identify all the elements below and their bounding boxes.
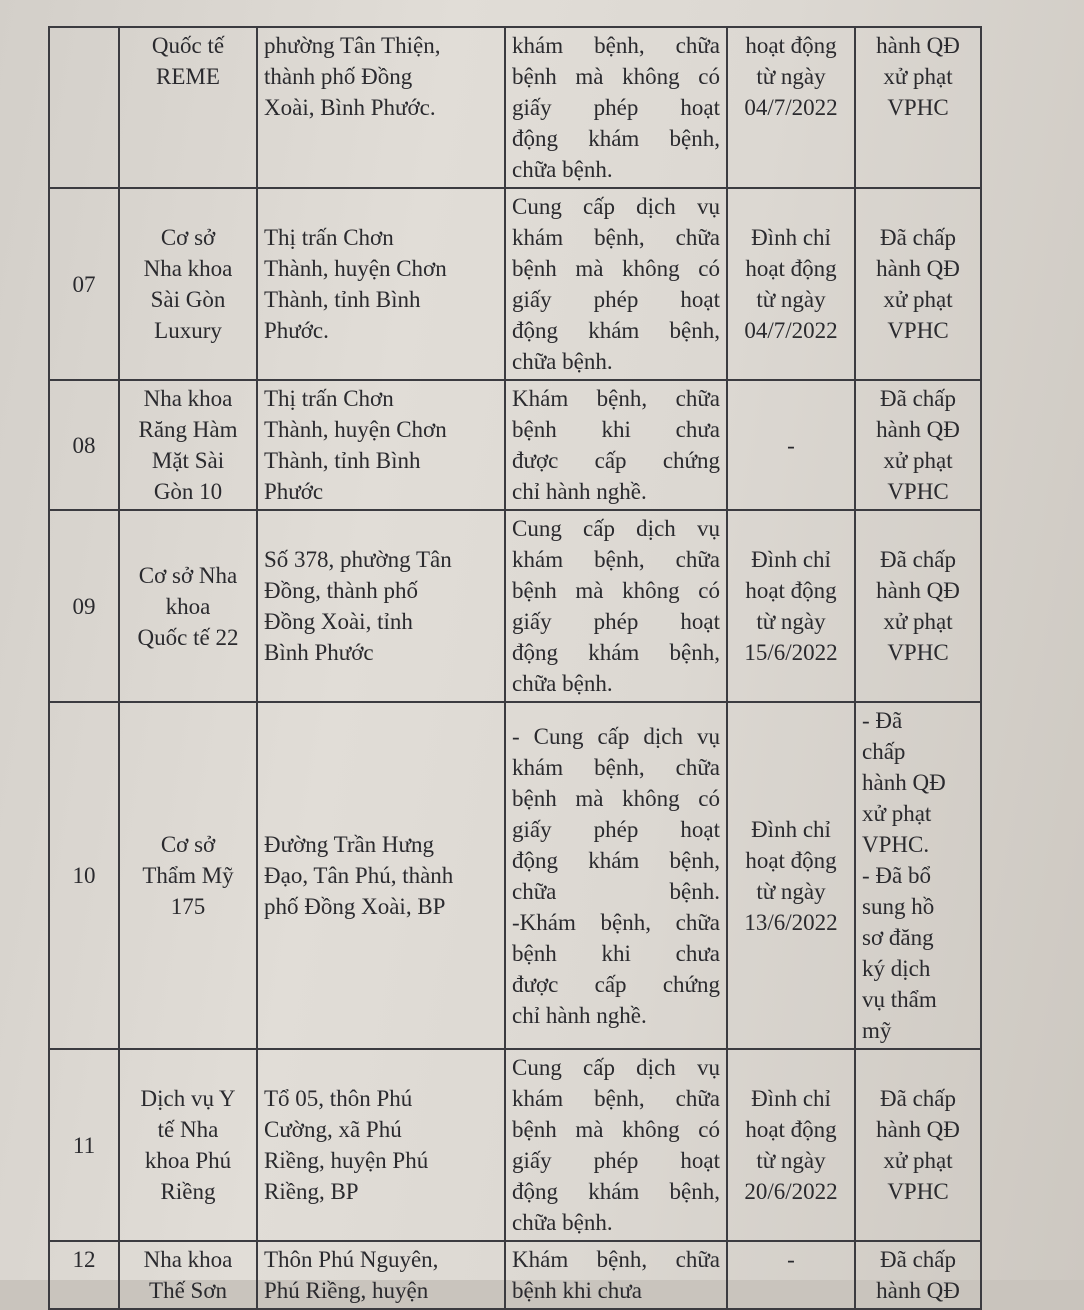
suspension-cell bbox=[727, 1241, 855, 1309]
cell-text-line: Xoài, Bình Phước. bbox=[264, 95, 436, 120]
cell-text-line: chỉ hành nghề. bbox=[512, 479, 647, 504]
cell-text-line: Đình chỉ bbox=[751, 547, 831, 572]
result-cell bbox=[855, 1049, 981, 1241]
cell-text-line: Đồng, thành phố bbox=[264, 578, 418, 603]
cell-text-line: Bình Phước bbox=[264, 640, 374, 665]
cell-text-line: VPHC bbox=[887, 640, 949, 665]
cell-text-line: - Đã bổ bbox=[862, 863, 931, 888]
table-row bbox=[49, 1241, 981, 1309]
cell-text-line: hành QĐ bbox=[876, 1278, 960, 1303]
cell-text-line: khám bệnh, chữa bbox=[512, 33, 720, 58]
cell-text-line: sung hồ bbox=[862, 894, 935, 919]
cell-text-line: - Đã bbox=[862, 708, 903, 733]
cell-text-line: Phước. bbox=[264, 318, 329, 343]
address-cell bbox=[257, 188, 505, 380]
cell-text-line: Thị trấn Chơn bbox=[264, 225, 394, 250]
cell-text-line: Riềng bbox=[160, 1179, 216, 1204]
facility-name-cell bbox=[119, 188, 257, 380]
cell-text-line: xử phạt bbox=[883, 609, 953, 634]
cell-text-line: Riềng, huyện Phú bbox=[264, 1148, 429, 1173]
cell-text-line: VPHC. bbox=[862, 832, 930, 857]
table-row bbox=[49, 1049, 981, 1241]
cell-text-line: Nha khoa bbox=[143, 1247, 233, 1272]
facility-name-cell bbox=[119, 1241, 257, 1309]
cell-text-line: VPHC bbox=[887, 318, 949, 343]
cell-text-line: xử phạt bbox=[883, 64, 953, 89]
cell-text-line: xử phạt bbox=[883, 287, 953, 312]
cell-text-line: - bbox=[787, 432, 795, 458]
cell-text-line: khám bệnh, chữa bbox=[512, 547, 720, 572]
facility-name-cell bbox=[119, 27, 257, 188]
row-number-cell bbox=[49, 702, 119, 1049]
result-cell bbox=[855, 380, 981, 510]
cell-text-line: bệnh khi chưa bbox=[512, 1278, 642, 1303]
cell-text-line: 13/6/2022 bbox=[744, 909, 838, 935]
cell-text-line: - bbox=[787, 1247, 795, 1272]
violation-cell bbox=[505, 380, 727, 510]
suspension-cell bbox=[727, 510, 855, 702]
cell-text-line: động khám bệnh, bbox=[512, 318, 720, 343]
cell-text-line: Cơ sở Nha bbox=[138, 562, 238, 588]
cell-text-line: hoạt động bbox=[745, 33, 837, 58]
cell-text-line: VPHC bbox=[887, 479, 949, 504]
cell-text-line: Thành, huyện Chơn bbox=[264, 417, 447, 442]
cell-text-line: khoa bbox=[165, 593, 211, 619]
cell-text-line: bệnh mà không có bbox=[512, 1117, 720, 1142]
cell-text-line: bệnh khi chưa bbox=[512, 417, 720, 442]
violation-cell bbox=[505, 188, 727, 380]
cell-text-line: Thị trấn Chơn bbox=[264, 386, 394, 411]
cell-text-line: Dịch vụ Y bbox=[140, 1086, 236, 1111]
cell-text-line: Cường, xã Phú bbox=[264, 1117, 402, 1142]
cell-text-line: hoạt động bbox=[745, 578, 837, 603]
cell-text-line: hoạt động bbox=[745, 1117, 837, 1142]
cell-text-line: giấy phép hoạt bbox=[512, 287, 720, 312]
cell-text-line: hoạt động bbox=[745, 256, 837, 281]
table-row bbox=[49, 510, 981, 702]
cell-text-line: Đã chấp bbox=[880, 547, 956, 572]
address-cell bbox=[257, 380, 505, 510]
cell-text-line: giấy phép hoạt bbox=[512, 816, 720, 842]
cell-text-line: bệnh khi chưa bbox=[512, 940, 720, 966]
cell-text-line: Cơ sở bbox=[160, 225, 216, 250]
suspension-cell bbox=[727, 188, 855, 380]
facility-name-cell bbox=[119, 1049, 257, 1241]
cell-text-line: VPHC bbox=[887, 1179, 949, 1204]
cell-text-line: hành QĐ bbox=[862, 770, 946, 795]
cell-text-line: Cung cấp dịch vụ bbox=[512, 194, 720, 219]
cell-text-line: Thành, tỉnh Bình bbox=[264, 448, 421, 473]
cell-text-line: động khám bệnh, bbox=[512, 847, 720, 873]
cell-text-line: bệnh mà không có bbox=[512, 785, 720, 811]
cell-text-line: Thành, tỉnh Bình bbox=[264, 287, 421, 312]
facility-name-cell bbox=[119, 380, 257, 510]
cell-text: 10 bbox=[72, 863, 96, 888]
violation-cell bbox=[505, 510, 727, 702]
cell-text-line: sơ đăng bbox=[862, 925, 934, 950]
cell-text-line: Đình chỉ bbox=[751, 1086, 831, 1111]
cell-text-line: vụ thẩm bbox=[862, 987, 937, 1012]
violation-cell bbox=[505, 1049, 727, 1241]
cell-text-line: REME bbox=[156, 64, 220, 89]
cell-text-line: VPHC bbox=[887, 95, 949, 120]
cell-text-line: Phước bbox=[264, 479, 324, 504]
result-cell bbox=[855, 1241, 981, 1309]
cell-text-line: Đường Trần Hưng bbox=[264, 832, 435, 857]
cell-text-line: được cấp chứng bbox=[512, 971, 720, 997]
cell-text-line: Đình chỉ bbox=[751, 225, 831, 250]
cell-text-line: từ ngày bbox=[756, 64, 826, 89]
cell-text-line: Đã chấp bbox=[880, 225, 956, 250]
cell-text: 08 bbox=[72, 432, 96, 458]
cell-text-line: 04/7/2022 bbox=[744, 95, 838, 120]
address-cell bbox=[257, 702, 505, 1049]
cell-text-line: Thôn Phú Nguyên, bbox=[264, 1247, 439, 1272]
cell-text-line: chữa bệnh. bbox=[512, 157, 613, 182]
address-cell bbox=[257, 1049, 505, 1241]
cell-text-line: Số 378, phường Tân bbox=[264, 547, 452, 572]
violation-cell bbox=[505, 702, 727, 1049]
cell-text-line: - Cung cấp dịch vụ bbox=[512, 723, 720, 749]
cell-text-line: 15/6/2022 bbox=[744, 640, 838, 665]
cell-text-line: Mặt Sài bbox=[151, 448, 225, 473]
table-row bbox=[49, 380, 981, 510]
cell-text-line: Đồng Xoài, tỉnh bbox=[264, 609, 413, 634]
cell-text-line: Tổ 05, thôn Phú bbox=[264, 1086, 413, 1111]
result-cell bbox=[855, 188, 981, 380]
cell-text-line: Luxury bbox=[154, 318, 222, 343]
cell-text-line: Sài Gòn bbox=[150, 287, 226, 312]
cell-text-line: Gòn 10 bbox=[153, 479, 223, 504]
cell-text-line: Đã chấp bbox=[880, 1086, 956, 1111]
cell-text-line: Riềng, BP bbox=[264, 1179, 359, 1204]
violation-cell bbox=[505, 1241, 727, 1309]
cell-text-line: bệnh mà không có bbox=[512, 256, 720, 281]
cell-text-line: chữa bệnh. bbox=[512, 671, 613, 696]
cell-text-line: Khám bệnh, chữa bbox=[512, 386, 720, 411]
facility-name-cell bbox=[119, 510, 257, 702]
cell-text-line: Khám bệnh, chữa bbox=[512, 1247, 720, 1272]
address-cell bbox=[257, 1241, 505, 1309]
cell-text-line: xử phạt bbox=[883, 448, 953, 473]
cell-text-line: chữa bệnh. bbox=[512, 349, 613, 374]
cell-text-line: được cấp chứng bbox=[512, 448, 720, 473]
cell-text-line: Nha khoa bbox=[143, 386, 233, 411]
row-number-cell bbox=[49, 510, 119, 702]
cell-text-line: Đạo, Tân Phú, thành bbox=[264, 863, 454, 888]
cell-text-line: xử phạt bbox=[862, 801, 932, 826]
cell-text-line: chỉ hành nghề. bbox=[512, 1002, 647, 1028]
result-cell bbox=[855, 27, 981, 188]
cell-text-line: Nha khoa bbox=[143, 256, 233, 281]
cell-text-line: hành QĐ bbox=[876, 417, 960, 442]
cell-text-line: -Khám bệnh, chữa bbox=[512, 909, 720, 935]
cell-text-line: Quốc tế bbox=[151, 33, 225, 58]
suspension-cell bbox=[727, 380, 855, 510]
cell-text-line: khám bệnh, chữa bbox=[512, 754, 720, 780]
table-row bbox=[49, 27, 981, 188]
cell-text-line: giấy phép hoạt bbox=[512, 95, 720, 120]
cell-text-line: Phú Riềng, huyện bbox=[264, 1278, 429, 1303]
cell-text: 12 bbox=[72, 1247, 96, 1272]
cell-text-line: Đã chấp bbox=[880, 386, 956, 411]
cell-text-line: Cung cấp dịch vụ bbox=[512, 516, 720, 541]
cell-text-line: Thẩm Mỹ bbox=[142, 863, 234, 888]
cell-text: 07 bbox=[72, 271, 96, 297]
cell-text-line: động khám bệnh, bbox=[512, 126, 720, 151]
result-cell bbox=[855, 702, 981, 1049]
cell-text-line: 04/7/2022 bbox=[744, 318, 838, 343]
cell-text-line: 175 bbox=[170, 894, 206, 919]
cell-text-line: Thế Sơn bbox=[149, 1278, 227, 1303]
cell-text-line: Thành, huyện Chơn bbox=[264, 256, 447, 281]
cell-text-line: chữa bệnh. bbox=[512, 878, 720, 904]
cell-text-line: Đã chấp bbox=[880, 1247, 956, 1272]
cell-text-line: giấy phép hoạt bbox=[512, 1148, 720, 1173]
suspension-cell bbox=[727, 702, 855, 1049]
cell-text-line: tế Nha bbox=[157, 1117, 219, 1142]
facility-name-cell bbox=[119, 702, 257, 1049]
cell-text-line: Đình chỉ bbox=[751, 816, 831, 842]
cell-text: 11 bbox=[72, 1132, 96, 1158]
cell-text-line: hoạt động bbox=[745, 847, 837, 873]
cell-text-line: chấp bbox=[862, 739, 906, 764]
cell-text-line: xử phạt bbox=[883, 1148, 953, 1173]
cell-text-line: động khám bệnh, bbox=[512, 1179, 720, 1204]
cell-text-line: thành phố Đồng bbox=[264, 64, 413, 89]
cell-text-line: bệnh mà không có bbox=[512, 64, 720, 89]
cell-text-line: Cung cấp dịch vụ bbox=[512, 1055, 720, 1080]
cell-text-line: hành QĐ bbox=[876, 1117, 960, 1142]
row-number-cell bbox=[49, 1049, 119, 1241]
cell-text-line: hành QĐ bbox=[876, 578, 960, 603]
row-number-cell bbox=[49, 380, 119, 510]
cell-text-line: từ ngày bbox=[756, 878, 826, 904]
row-number-cell bbox=[49, 1241, 119, 1309]
cell-text-line: bệnh mà không có bbox=[512, 578, 720, 603]
address-cell bbox=[257, 27, 505, 188]
cell-text-line: giấy phép hoạt bbox=[512, 609, 720, 634]
row-number-cell bbox=[49, 27, 119, 188]
suspension-cell bbox=[727, 1049, 855, 1241]
cell-text-line: mỹ bbox=[862, 1018, 892, 1043]
cell-text-line: Răng Hàm bbox=[138, 417, 238, 442]
cell-text-line: phố Đồng Xoài, BP bbox=[264, 894, 446, 919]
cell-text-line: từ ngày bbox=[756, 609, 826, 634]
cell-text-line: chữa bệnh. bbox=[512, 1210, 613, 1235]
violations-table bbox=[48, 26, 982, 1310]
cell-text-line: Cơ sở bbox=[160, 832, 216, 857]
cell-text-line: hành QĐ bbox=[876, 33, 960, 58]
cell-text-line: động khám bệnh, bbox=[512, 640, 720, 665]
table-row bbox=[49, 188, 981, 380]
cell-text-line: từ ngày bbox=[756, 1148, 826, 1173]
cell-text-line: phường Tân Thiện, bbox=[264, 33, 441, 58]
cell-text: 09 bbox=[72, 593, 96, 619]
table-body bbox=[49, 27, 981, 1309]
suspension-cell bbox=[727, 27, 855, 188]
table-row bbox=[49, 702, 981, 1049]
cell-text-line: khám bệnh, chữa bbox=[512, 1086, 720, 1111]
cell-text-line: ký dịch bbox=[862, 956, 931, 981]
cell-text-line: hành QĐ bbox=[876, 256, 960, 281]
violation-cell bbox=[505, 27, 727, 188]
cell-text-line: từ ngày bbox=[756, 287, 826, 312]
result-cell bbox=[855, 510, 981, 702]
address-cell bbox=[257, 510, 505, 702]
cell-text-line: khoa Phú bbox=[144, 1148, 232, 1173]
cell-text-line: Quốc tế 22 bbox=[137, 624, 239, 650]
cell-text-line: khám bệnh, chữa bbox=[512, 225, 720, 250]
row-number-cell bbox=[49, 188, 119, 380]
cell-text-line: 20/6/2022 bbox=[744, 1179, 838, 1204]
